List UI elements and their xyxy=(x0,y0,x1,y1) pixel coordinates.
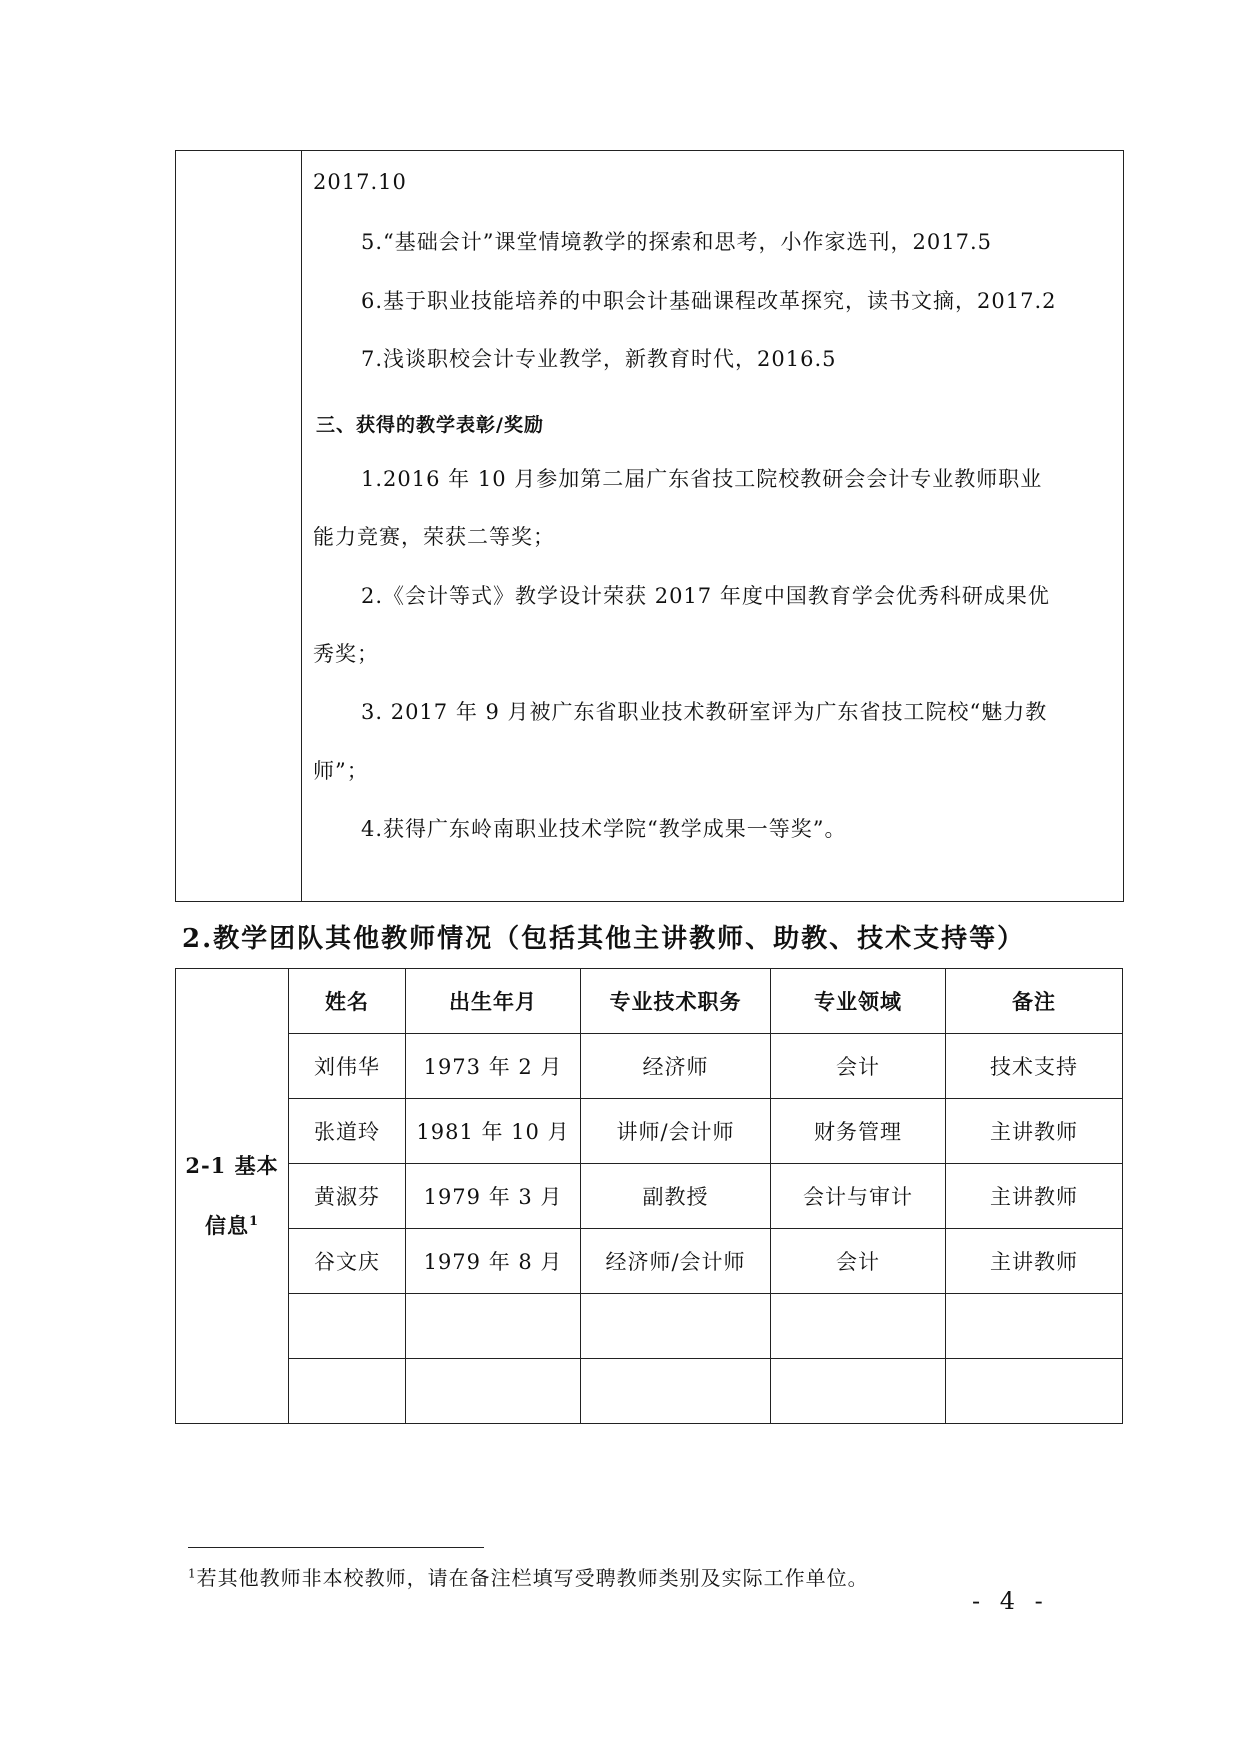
content-line: 5.“基础会计”课堂情境教学的探索和思考，小作家选刊，2017.5 xyxy=(361,230,992,254)
cell-birth: 1981 年 10 月 xyxy=(406,1099,581,1164)
content-line: 6.基于职业技能培养的中职会计基础课程改革探究，读书文摘，2017.2 xyxy=(361,289,1057,313)
cell-name: 黄淑芬 xyxy=(289,1164,406,1229)
cell-field: 财务管理 xyxy=(771,1099,946,1164)
content-line: 3. 2017 年 9 月被广东省职业技术教研室评为广东省技工院校“魅力教 xyxy=(361,700,1048,724)
cell-field xyxy=(771,1359,946,1424)
cell-note: 主讲教师 xyxy=(946,1229,1123,1294)
teacher-info-table xyxy=(175,968,1123,1424)
cell-name xyxy=(289,1359,406,1424)
header-note: 备注 xyxy=(946,969,1123,1034)
cell-field: 会计 xyxy=(771,1229,946,1294)
table-row xyxy=(176,1099,1123,1164)
cell-note: 技术支持 xyxy=(946,1034,1123,1099)
section-title: 2.教学团队其他教师情况（包括其他主讲教师、助教、技术支持等） xyxy=(182,924,1026,954)
cell-note xyxy=(946,1359,1123,1424)
cell-note xyxy=(946,1294,1123,1359)
table-row xyxy=(176,1229,1123,1294)
cell-note: 主讲教师 xyxy=(946,1164,1123,1229)
cell-field xyxy=(771,1294,946,1359)
content-line: 2.《会计等式》教学设计荣获 2017 年度中国教育学会优秀科研成果优 xyxy=(361,584,1050,608)
side-label-line1: 2-1 基本 xyxy=(185,1153,279,1178)
footnote-rule xyxy=(188,1547,484,1548)
cell-title xyxy=(581,1359,771,1424)
footnote-marker: 1 xyxy=(188,1566,197,1581)
header-field: 专业领域 xyxy=(771,969,946,1034)
cell-birth xyxy=(406,1294,581,1359)
content-line: 秀奖； xyxy=(313,642,379,666)
content-line: 2017.10 xyxy=(313,170,407,194)
table-header-row xyxy=(176,969,1123,1034)
cell-name: 谷文庆 xyxy=(289,1229,406,1294)
table-row-empty xyxy=(176,1294,1123,1359)
cell-field: 会计与审计 xyxy=(771,1164,946,1229)
side-label xyxy=(176,969,289,1424)
content-line: 能力竞赛，荣获二等奖； xyxy=(313,525,555,549)
cell-title: 副教授 xyxy=(581,1164,771,1229)
content-line: 师”； xyxy=(313,759,369,783)
table-row xyxy=(176,1164,1123,1229)
table-row-empty xyxy=(176,1359,1123,1424)
cell-name: 张道玲 xyxy=(289,1099,406,1164)
cell-birth xyxy=(406,1359,581,1424)
header-birth: 出生年月 xyxy=(406,969,581,1034)
continuation-column-divider xyxy=(301,150,302,902)
cell-title: 经济师 xyxy=(581,1034,771,1099)
header-title: 专业技术职务 xyxy=(581,969,771,1034)
cell-birth: 1979 年 8 月 xyxy=(406,1229,581,1294)
content-line: 4.获得广东岭南职业技术学院“教学成果一等奖”。 xyxy=(361,817,847,841)
cell-birth: 1979 年 3 月 xyxy=(406,1164,581,1229)
footnote-marker: 1 xyxy=(248,1214,260,1229)
footnote-text: 若其他教师非本校教师，请在备注栏填写受聘教师类别及实际工作单位。 xyxy=(196,1566,869,1590)
cell-birth: 1973 年 2 月 xyxy=(406,1034,581,1099)
page-number: - 4 - xyxy=(972,1587,1049,1615)
cell-note: 主讲教师 xyxy=(946,1099,1123,1164)
cell-name: 刘伟华 xyxy=(289,1034,406,1099)
content-line: 7.浅谈职校会计专业教学，新教育时代，2016.5 xyxy=(361,347,837,371)
subsection-heading: 三、获得的教学表彰/奖励 xyxy=(316,414,544,436)
side-label-line2: 信息 xyxy=(204,1213,249,1238)
cell-title xyxy=(581,1294,771,1359)
header-name: 姓名 xyxy=(289,969,406,1034)
cell-title: 讲师/会计师 xyxy=(581,1099,771,1164)
cell-name xyxy=(289,1294,406,1359)
content-line: 1.2016 年 10 月参加第二届广东省技工院校教研会会计专业教师职业 xyxy=(361,467,1043,491)
footnote xyxy=(188,1562,869,1591)
cell-title: 经济师/会计师 xyxy=(581,1229,771,1294)
table-row xyxy=(176,1034,1123,1099)
cell-field: 会计 xyxy=(771,1034,946,1099)
